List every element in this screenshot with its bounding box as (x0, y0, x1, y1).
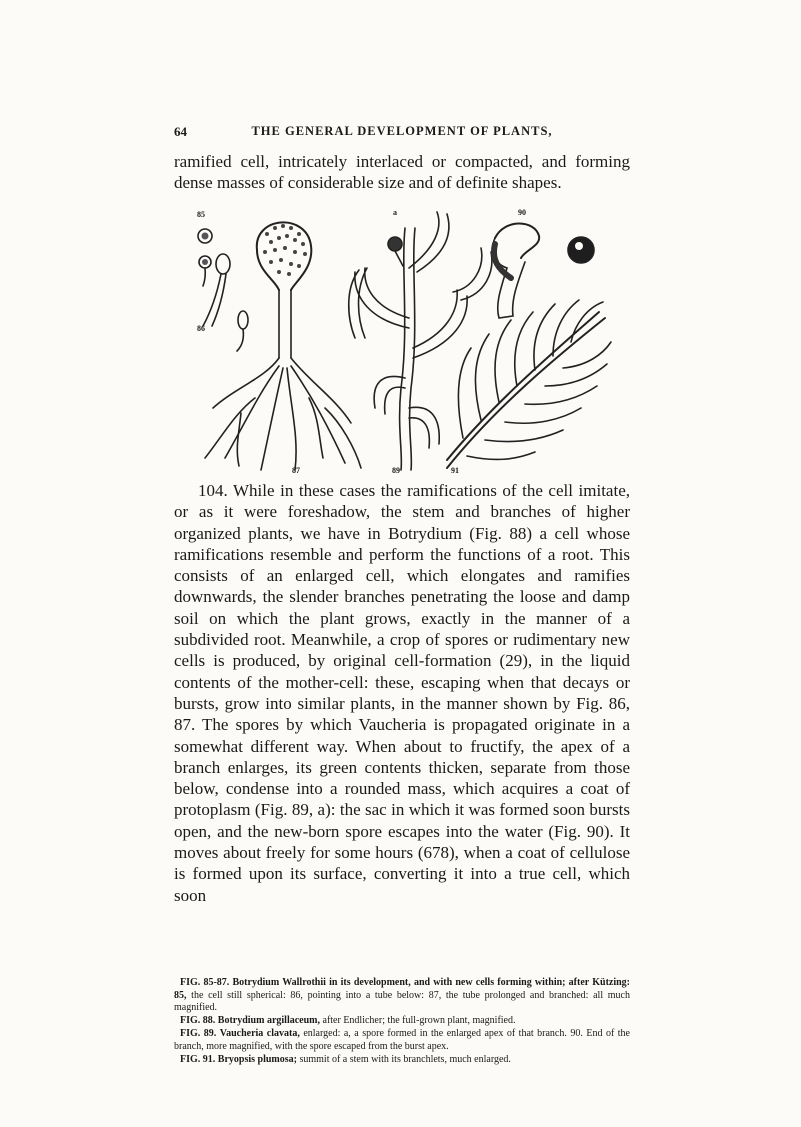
figure-plate (195, 208, 615, 476)
caption-fig-89-90: FIG. 89. Vaucheria clavata, enlarged: a, a spore formed in the enlarged apex of that branch. 90. End of the branch, more magnified, with the spore escaped from the burst apex. (174, 1028, 630, 1052)
figure-captions (174, 977, 630, 1067)
running-head: THE GENERAL DEVELOPMENT OF PLANTS, (251, 124, 553, 138)
fig-91-bryopsis (447, 300, 611, 468)
fig-86-cell (203, 254, 230, 326)
page-header (174, 124, 630, 144)
botanical-illustrations (195, 208, 615, 476)
caption-fig-91: FIG. 91. Bryopsis plumosa; summit of a stem with its branchlets, much enlarged. (180, 1054, 511, 1066)
fig-85-cells (198, 229, 212, 286)
fig-label-87: 87 (292, 466, 300, 475)
page-number: 64 (174, 124, 187, 139)
fig-87-cell (237, 311, 248, 351)
fig-label-90: 90 (518, 208, 526, 217)
fig-90-spore (493, 224, 594, 319)
fig-label-89: 89 (392, 466, 400, 475)
fig-label-86: 86 (197, 324, 205, 333)
fig-label-85: 85 (197, 210, 205, 219)
fig-88-botrydium (205, 222, 361, 470)
caption-fig-88: FIG. 88. Botrydium argillaceum, after Endlicher; the full-grown plant, magnified. (180, 1015, 516, 1027)
main-paragraph: 104. While in these cases the ramifications of the cell imitate, or as it were foreshadow, the stem and branches of higher organized plants, we have in Botrydium (Fig. 88) a cell whose ramifications resemble and perform the functions of a root. This consists of an enlarged cell, which elongates and ramifies downwards, the slender branches penetrating the loose and damp soil on which the plant grows, exactly in the manner of a subdivided root. Meanwhile, a crop of spores or rudimentary new cells is produced, by original cell-formation (29), in the liquid contents of the mother-cell: these, escaping when that decays or bursts, grow into similar plants, in the manner shown by Fig. 86, 87. The spores by which Vaucheria is propagated originate in a somewhat different way. When about to fructify, the apex of a branch enlarges, its green contents thicken, separate from those below, condense into a rounded mass, which acquires a coat of protoplasm (Fig. 89, a): the sac in which it was formed soon bursts open, and the new-born spore escapes into the water (Fig. 90). It moves about freely for some hours (678), when a coat of cellulose is formed upon its surface, converting it into a true cell, which soon (174, 481, 630, 905)
fig-label-a: a (393, 208, 397, 217)
intro-paragraph: ramified cell, intricately interlaced or compacted, and forming dense masses of considerable size and of definite shapes. (174, 152, 630, 193)
fig-89-vaucheria (349, 212, 492, 470)
caption-fig-85-87: FIG. 85-87. Botrydium Wallrothii in its development, and with new cells forming within; after Kützing: 85, the cell still spherical: 86, pointing into a tube below: 87, the tube prolonged and branched: all much magnified. (174, 977, 631, 1014)
fig-label-91: 91 (451, 466, 459, 475)
